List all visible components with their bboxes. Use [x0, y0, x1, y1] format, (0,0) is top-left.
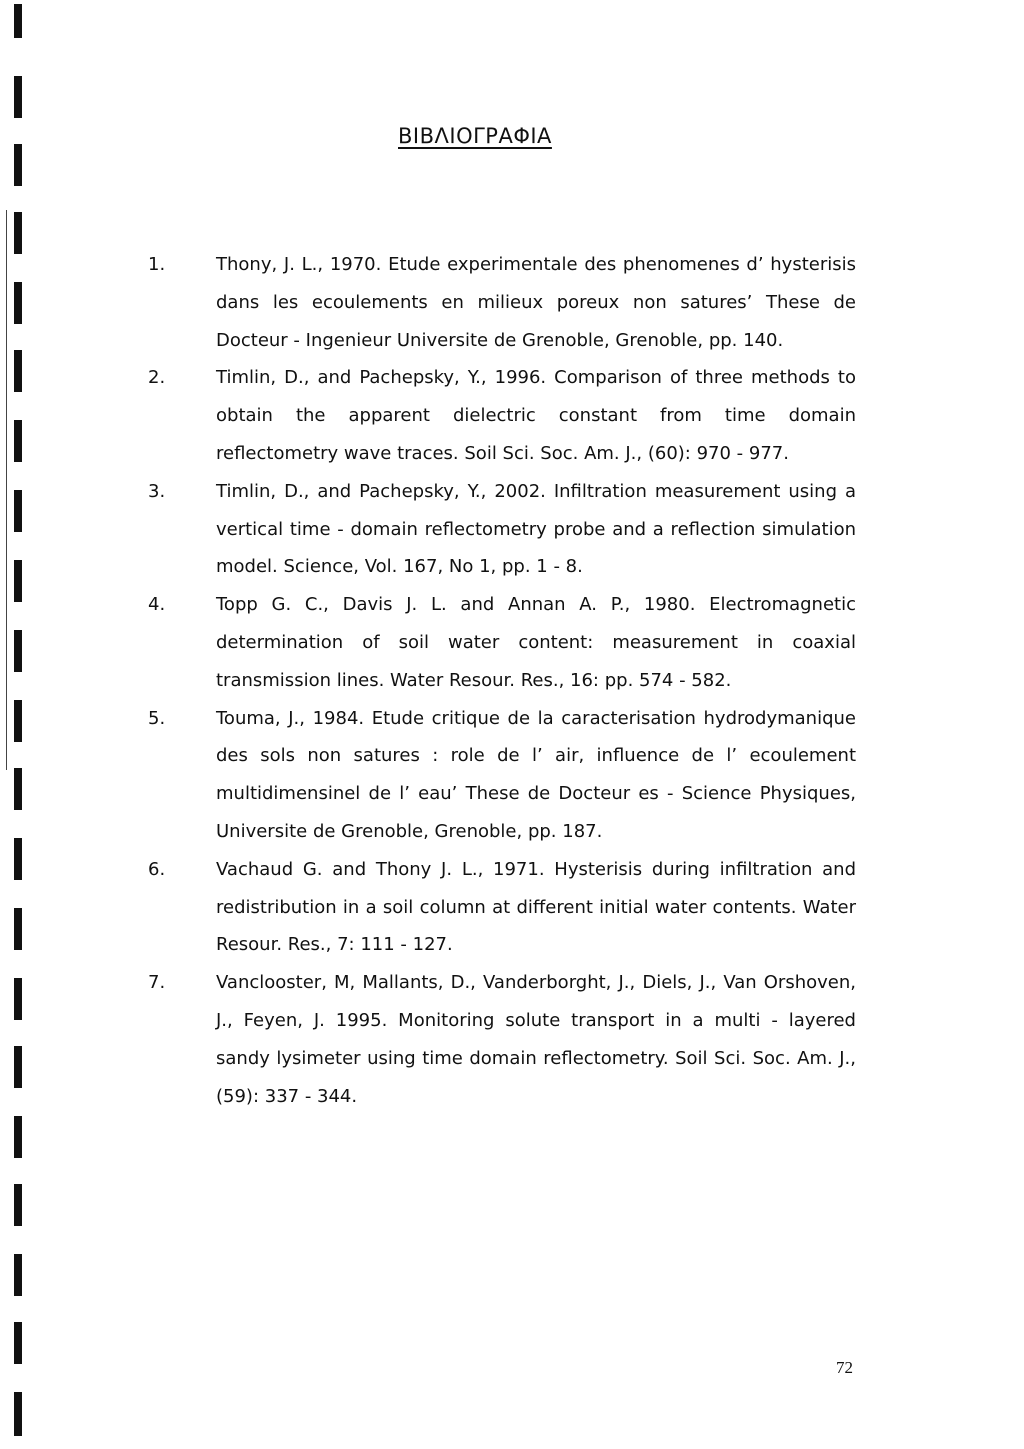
reference-text: Timlin, D., and Pachepsky, Y., 2002. Infiltration measurement using a vertical time - domain reflectometry probe and a reflection simulation model. Science, Vol. 167, No 1, pp. 1 - 8. [216, 480, 856, 578]
reference-list [148, 246, 856, 1115]
scan-edge-mark [14, 1392, 22, 1436]
reference-text: Timlin, D., and Pachepsky, Y., 1996. Comparison of three methods to obtain the apparent dielectric constant from time domain reflectometry wave traces. Soil Sci. Soc. Am. J., (60): 970 - 977. [216, 367, 856, 464]
scan-edge-mark [14, 630, 22, 672]
scan-edge-mark [14, 420, 22, 462]
reference-item [148, 359, 856, 472]
scan-edge-mark [14, 350, 22, 392]
scan-edge-mark [14, 1254, 22, 1296]
reference-number: 5. [148, 707, 166, 729]
scan-edge-mark [14, 76, 22, 118]
reference-number: 4. [148, 594, 166, 616]
reference-text: Vanclooster, M, Mallants, D., Vanderborght, J., Diels, J., Van Orshoven, J., Feyen, J. 1995. Monitoring solute transport in a multi - layered sandy lysimeter using time domain reflectometry. Soil Sci. Soc. Am. J., (59): 337 - 344. [216, 972, 856, 1107]
scan-edge-mark [14, 978, 22, 1020]
scan-edge-mark [14, 908, 22, 950]
reference-item [148, 851, 856, 964]
reference-item [148, 700, 856, 851]
scan-edge-mark [14, 490, 22, 532]
page-title: ΒΙΒΛΙΟΓΡΑΦΙΑ [398, 124, 552, 148]
scan-edge-mark [14, 838, 22, 880]
reference-text: Topp G. C., Davis J. L. and Annan A. P., 1980. Electromagnetic determination of soil water content: measurement in coaxial transmission lines. Water Resour. Res., 16: pp. 574 - 582. [216, 594, 856, 691]
scan-edge-line [6, 210, 7, 770]
scan-edge-mark [14, 1046, 22, 1088]
reference-text: Thony, J. L., 1970. Etude experimentale des phenomenes d’ hysterisis dans les ecoulements en milieux poreux non satures’ These de Docteur - Ingenieur Universite de Grenoble, Grenoble, pp. 140. [216, 254, 856, 351]
scan-edge-mark [14, 212, 22, 254]
scan-edge-mark [14, 282, 22, 324]
reference-number: 6. [148, 858, 166, 880]
reference-number: 7. [148, 972, 166, 994]
reference-item [148, 964, 856, 1115]
scan-edge-mark [14, 1184, 22, 1226]
scan-edge-mark [14, 1322, 22, 1364]
reference-number: 1. [148, 254, 166, 275]
scan-edge-mark [14, 4, 22, 38]
reference-text: Touma, J., 1984. Etude critique de la caracterisation hydrodymanique des sols non satures : role de l’ air, influence de l’ ecoulement multidimensinel de l’ eau’ These de Docteur es - Science Physiques, Universite de Grenoble, Grenoble, pp. 187. [216, 707, 856, 842]
scan-edge-mark [14, 560, 22, 602]
reference-item [148, 246, 856, 359]
scan-edge-mark [14, 1116, 22, 1158]
reference-item [148, 586, 856, 699]
scan-edge-mark [14, 700, 22, 742]
page-number: 72 [836, 1358, 853, 1377]
reference-text: Vachaud G. and Thony J. L., 1971. Hysterisis during infiltration and redistribution in a soil column at different initial water contents. Water Resour. Res., 7: 111 - 127. [216, 858, 856, 956]
scan-edge-mark [14, 144, 22, 186]
reference-number: 2. [148, 367, 166, 389]
scan-edge-mark [14, 768, 22, 810]
reference-number: 3. [148, 480, 166, 502]
reference-item [148, 473, 856, 586]
